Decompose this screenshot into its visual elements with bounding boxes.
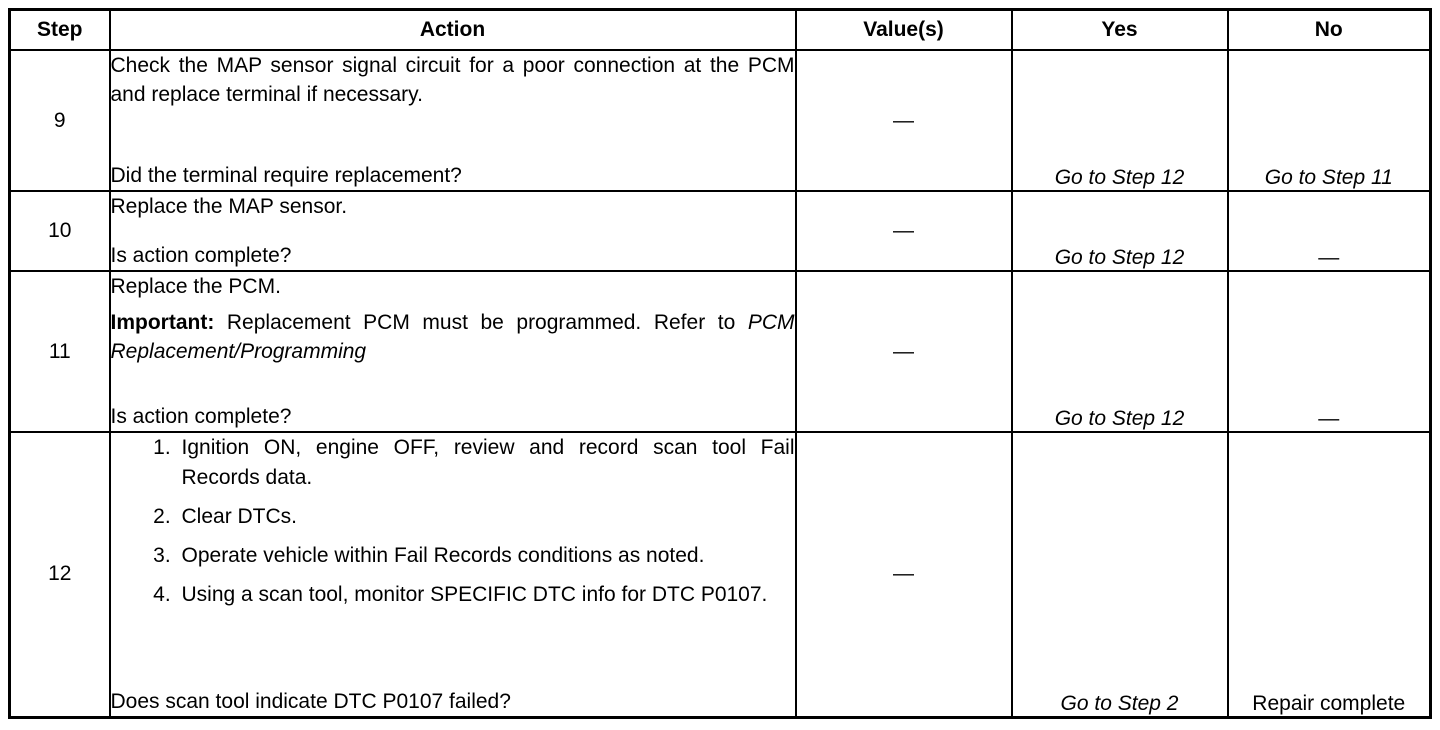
no-cell — [1228, 432, 1431, 717]
table-row — [10, 191, 1431, 271]
table-row — [10, 432, 1431, 717]
action-question: Does scan tool indicate DTC P0107 failed? — [110, 689, 511, 713]
no-cell — [1228, 271, 1431, 432]
yes-cell — [1012, 271, 1228, 432]
action-cell — [110, 432, 796, 717]
procedure-step: 4. Using a scan tool, monitor SPECIFIC DTC info for DTC P0107. — [177, 580, 795, 610]
yes-cell — [1012, 191, 1228, 271]
value-cell: — — [796, 271, 1012, 432]
action-cell — [110, 50, 796, 191]
procedure-step: 2. Clear DTCs. — [177, 502, 795, 532]
yes-link: Go to Step 2 — [1060, 691, 1179, 715]
reference-link: PCM Replacement/Programming — [110, 311, 795, 363]
important-text: Replacement PCM must be programmed. Refer to — [214, 311, 748, 334]
procedure-step: 3. Operate vehicle within Fail Records conditions as noted. — [177, 541, 795, 571]
yes-link: Go to Step 12 — [1054, 166, 1185, 189]
table-row — [10, 50, 1431, 191]
diagnostic-table — [8, 8, 1432, 719]
value-cell: — — [796, 191, 1012, 271]
action-cell — [110, 271, 796, 432]
no-cell — [1228, 191, 1431, 271]
action-question: Did the terminal require replacement? — [110, 164, 462, 187]
yes-link: Go to Step 12 — [1054, 246, 1185, 269]
yes-link: Go to Step 12 — [1054, 407, 1185, 430]
yes-cell — [1012, 432, 1228, 717]
header-action: Action — [110, 10, 796, 51]
value-cell: — — [796, 50, 1012, 191]
header-step: Step — [10, 10, 110, 51]
action-question: Is action complete? — [110, 244, 292, 267]
action-text: Replace the PCM. — [110, 275, 281, 298]
step-number: 10 — [10, 191, 110, 271]
header-yes: Yes — [1012, 10, 1228, 51]
header-row — [10, 10, 1431, 51]
no-link: Go to Step 11 — [1264, 166, 1393, 189]
value-cell: — — [796, 432, 1012, 717]
important-label: Important: — [110, 311, 215, 334]
action-question: Is action complete? — [110, 405, 292, 428]
header-values: Value(s) — [796, 10, 1012, 51]
no-result: Repair complete — [1252, 691, 1406, 715]
table-row — [10, 271, 1431, 432]
important-note — [111, 308, 795, 366]
yes-cell — [1012, 50, 1228, 191]
step-number: 12 — [10, 432, 110, 717]
no-dash: — — [1318, 246, 1340, 269]
no-cell — [1228, 50, 1431, 191]
step-number: 11 — [10, 271, 110, 432]
procedure-step: 1. Ignition ON, engine OFF, review and record scan tool Fail Records data. — [177, 433, 795, 493]
action-cell — [110, 191, 796, 271]
header-no: No — [1228, 10, 1431, 51]
action-text: Replace the MAP sensor. — [110, 195, 348, 218]
action-text: Check the MAP sensor signal circuit for a poor connection at the PCM and replace terminal if necessary. — [110, 54, 795, 106]
no-dash: — — [1318, 407, 1340, 430]
procedure-list — [111, 433, 795, 610]
step-number: 9 — [10, 50, 110, 191]
